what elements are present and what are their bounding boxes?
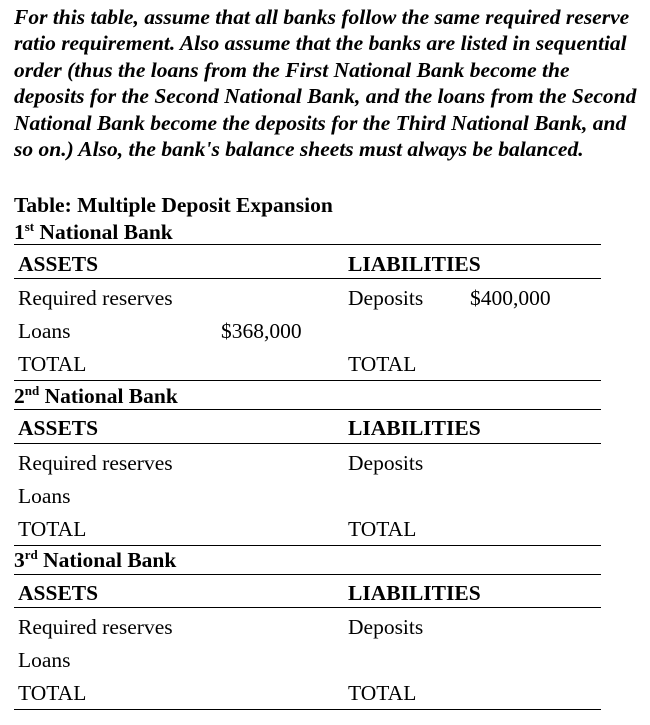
total-liabilities-label: TOTAL [348,681,417,705]
loans-label: Loans [18,484,71,508]
deposits-label: Deposits [348,286,424,310]
required-reserves-label: Required reserves [18,451,173,475]
rule-line [14,380,601,381]
total-assets-label: TOTAL [18,681,87,705]
instructions-text: For this table, assume that all banks follow the same required reserve ratio requirement. Also assume that the banks are listed in sequential order (thus the loans from the First National Bank become the deposits for the Second National Bank, and the loans from the Second National Bank become the deposits for the Third National Bank, and so on.) Also, the bank's balance sheets must always be balanced. [14,5,637,162]
bank-1-name: 1st National Bank [14,219,173,244]
rule-line [14,278,601,279]
total-assets-label: TOTAL [18,352,87,376]
total-liabilities-label: TOTAL [348,352,417,376]
loans-label: Loans [18,319,71,343]
rule-line [14,574,601,575]
total-assets-label: TOTAL [18,517,87,541]
assets-header: ASSETS [18,416,99,440]
assets-header: ASSETS [18,252,99,276]
rule-line [14,545,601,546]
deposits-value: $400,000 [470,286,551,310]
loans-value: $368,000 [221,319,302,343]
table-title: Table: Multiple Deposit Expansion [14,193,333,217]
total-liabilities-label: TOTAL [348,517,417,541]
rule-line [14,607,601,608]
required-reserves-label: Required reserves [18,286,173,310]
rule-line [14,409,601,410]
rule-line [14,443,601,444]
deposits-label: Deposits [348,615,424,639]
loans-label: Loans [18,648,71,672]
liabilities-header: LIABILITIES [348,416,481,440]
liabilities-header: LIABILITIES [348,581,481,605]
deposits-label: Deposits [348,451,424,475]
assets-header: ASSETS [18,581,99,605]
rule-line [14,709,601,710]
liabilities-header: LIABILITIES [348,252,481,276]
bank-2-name: 2nd National Bank [14,383,178,408]
bank-3-name: 3rd National Bank [14,547,177,572]
rule-line [14,244,601,245]
required-reserves-label: Required reserves [18,615,173,639]
